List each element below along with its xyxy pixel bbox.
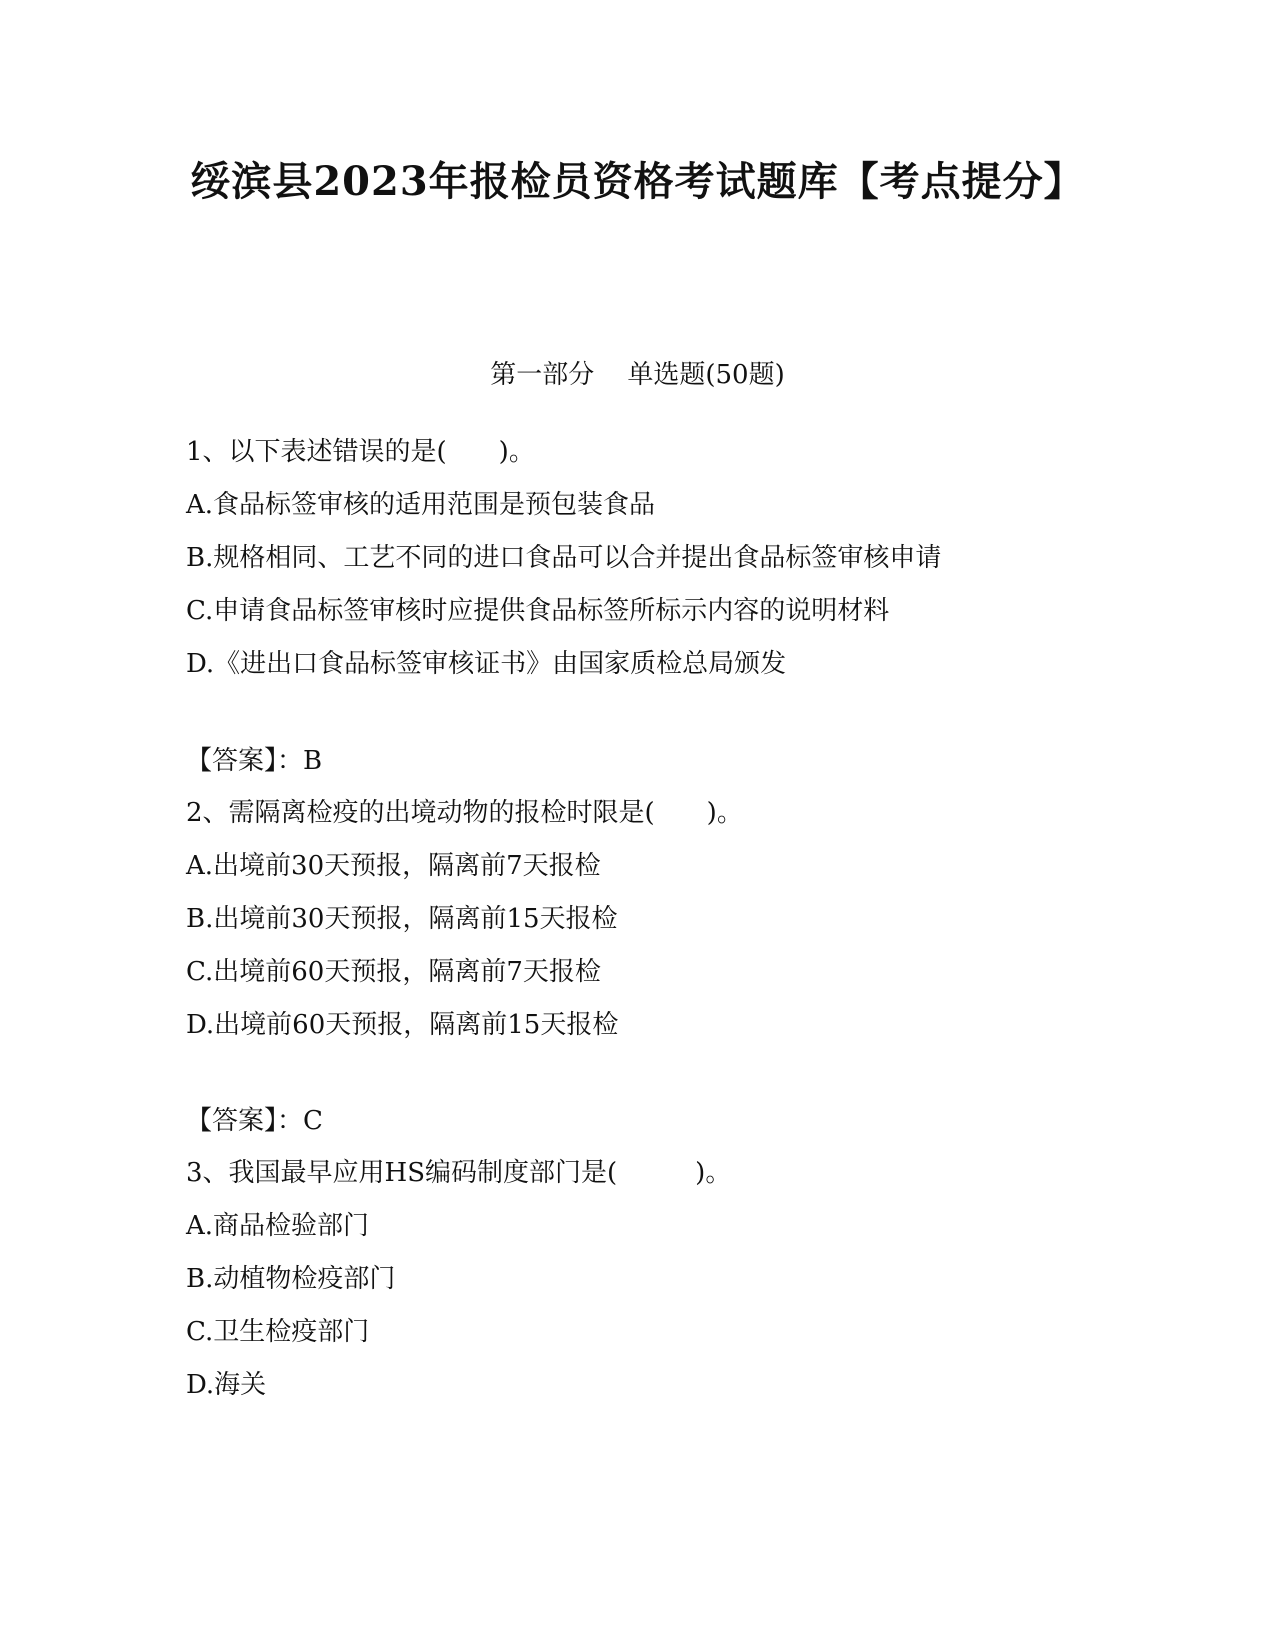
option-a: A.食品标签审核的适用范围是预包装食品 bbox=[186, 490, 656, 520]
option-a: A.商品检验部门 bbox=[186, 1211, 370, 1241]
option-d: D.《进出口食品标签审核证书》由国家质检总局颁发 bbox=[186, 649, 787, 679]
option-b: B.出境前30天预报，隔离前15天报检 bbox=[186, 904, 618, 934]
option-a: A.出境前30天预报，隔离前7天报检 bbox=[186, 851, 601, 881]
option-b: B.动植物检疫部门 bbox=[186, 1264, 396, 1294]
option-d: D.出境前60天预报，隔离前15天报检 bbox=[186, 1010, 619, 1040]
option-c: C.卫生检疫部门 bbox=[186, 1317, 370, 1347]
answer-line: 【答案】：C bbox=[186, 1106, 323, 1136]
question-stem: 1、以下表述错误的是( )。 bbox=[186, 437, 535, 467]
option-d: D.海关 bbox=[186, 1370, 267, 1400]
option-c: C.出境前60天预报，隔离前7天报检 bbox=[186, 957, 601, 987]
page-title: 绥滨县2023年报检员资格考试题库【考点提分】 bbox=[190, 158, 1085, 205]
answer-line: 【答案】：B bbox=[186, 746, 323, 776]
question-stem: 2、需隔离检疫的出境动物的报检时限是( )。 bbox=[186, 798, 743, 828]
question-stem: 3、我国最早应用HS编码制度部门是( )。 bbox=[186, 1158, 732, 1188]
option-b: B.规格相同、工艺不同的进口食品可以合并提出食品标签审核申请 bbox=[186, 543, 942, 573]
section-title: 第一部分 单选题(50题) bbox=[490, 360, 785, 390]
option-c: C.申请食品标签审核时应提供食品标签所标示内容的说明材料 bbox=[186, 596, 890, 626]
